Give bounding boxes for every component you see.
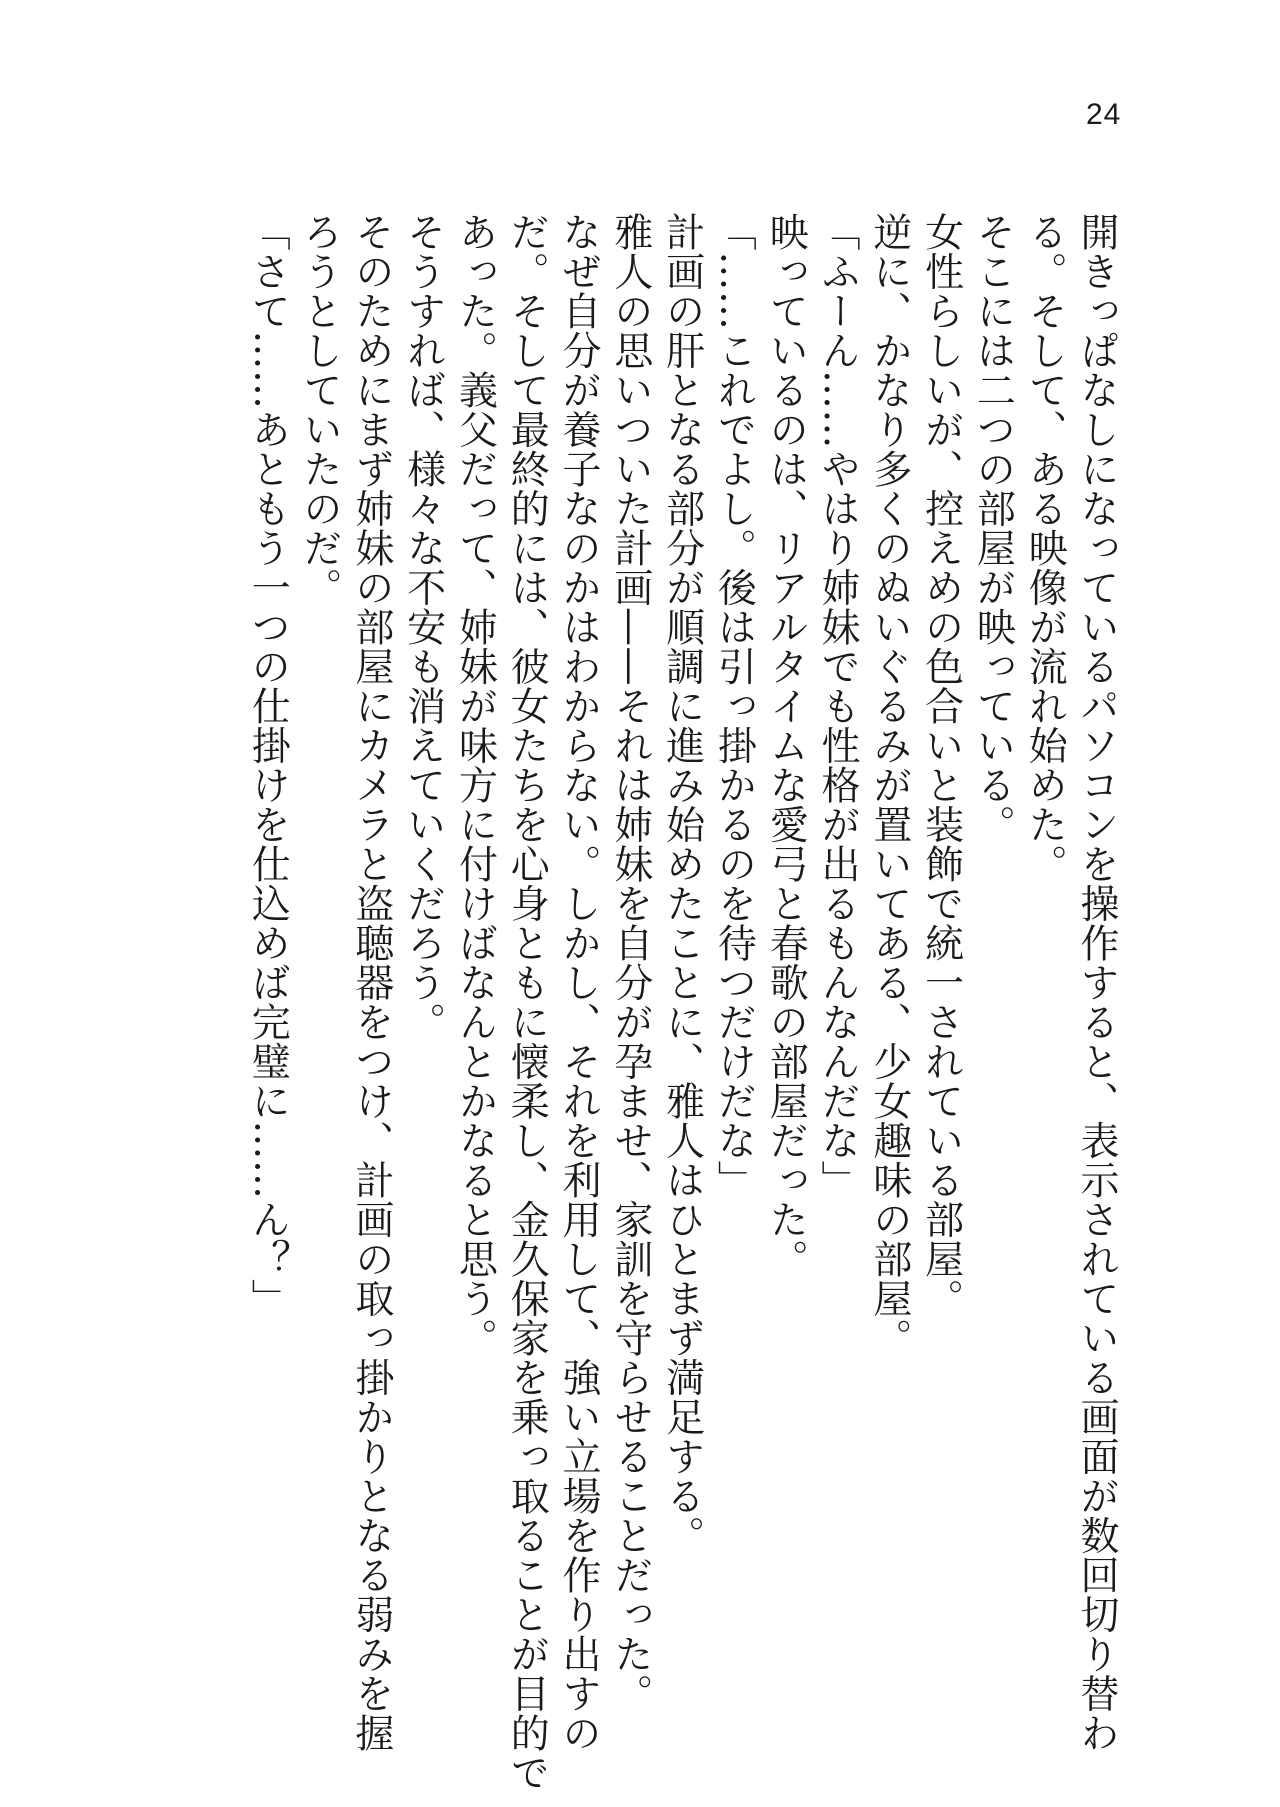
text-line: ろうとしていたのだ。: [297, 212, 343, 607]
text-line: なぜ自分が養子なのかはわからない。しかし、それを利用して、強い立場を作り出すの: [556, 212, 602, 1753]
text-line: 雅人の思いついた計画——それは姉妹を自分が孕ませ、家訓を守らせることだった。: [607, 212, 653, 1713]
text-line: 「さて……あともう一つの仕掛けを仕込めば完璧に……ん？」: [245, 212, 291, 1318]
page-number: 24: [1086, 98, 1122, 131]
vertical-text-body: [241, 212, 1122, 1792]
text-line: 「ふーん……やはり姉妹でも性格が出るもんなんだな」: [815, 212, 861, 1200]
text-line: そうすれば、様々な不安も消えていくだろう。: [400, 212, 446, 1042]
text-line: る。そして、ある映像が流れ始めた。: [1022, 212, 1068, 884]
text-line: そのためにまず姉妹の部屋にカメラと盗聴器をつけ、計画の取っ掛かりとなる弱みを握: [348, 212, 394, 1753]
text-line: 映っているのは、リアルタイムな愛弓と春歌の部屋だった。: [763, 212, 809, 1279]
text-line: 計画の肝となる部分が順調に進み始めたことに、雅人はひとまず満足する。: [659, 212, 705, 1555]
text-line: そこには二つの部屋が映っている。: [970, 212, 1016, 844]
text-line: 逆に、かなり多くのぬいぐるみが置いてある、少女趣味の部屋。: [866, 212, 912, 1358]
text-line: あった。義父だって、姉妹が味方に付けばなんとかなると思う。: [452, 212, 498, 1358]
text-line: 「……これでよし。後は引っ掛かるのを待つだけだな」: [711, 212, 757, 1200]
text-line: だ。そして最終的には、彼女たちを心身ともに懐柔し、金久保家を乗っ取ることが目的で: [504, 212, 550, 1792]
text-line: 女性らしいが、控えめの色合いと装飾で統一されている部屋。: [918, 212, 964, 1318]
text-line: 開きっぱなしになっているパソコンを操作すると、表示されている画面が数回切り替わ: [1074, 212, 1119, 1753]
